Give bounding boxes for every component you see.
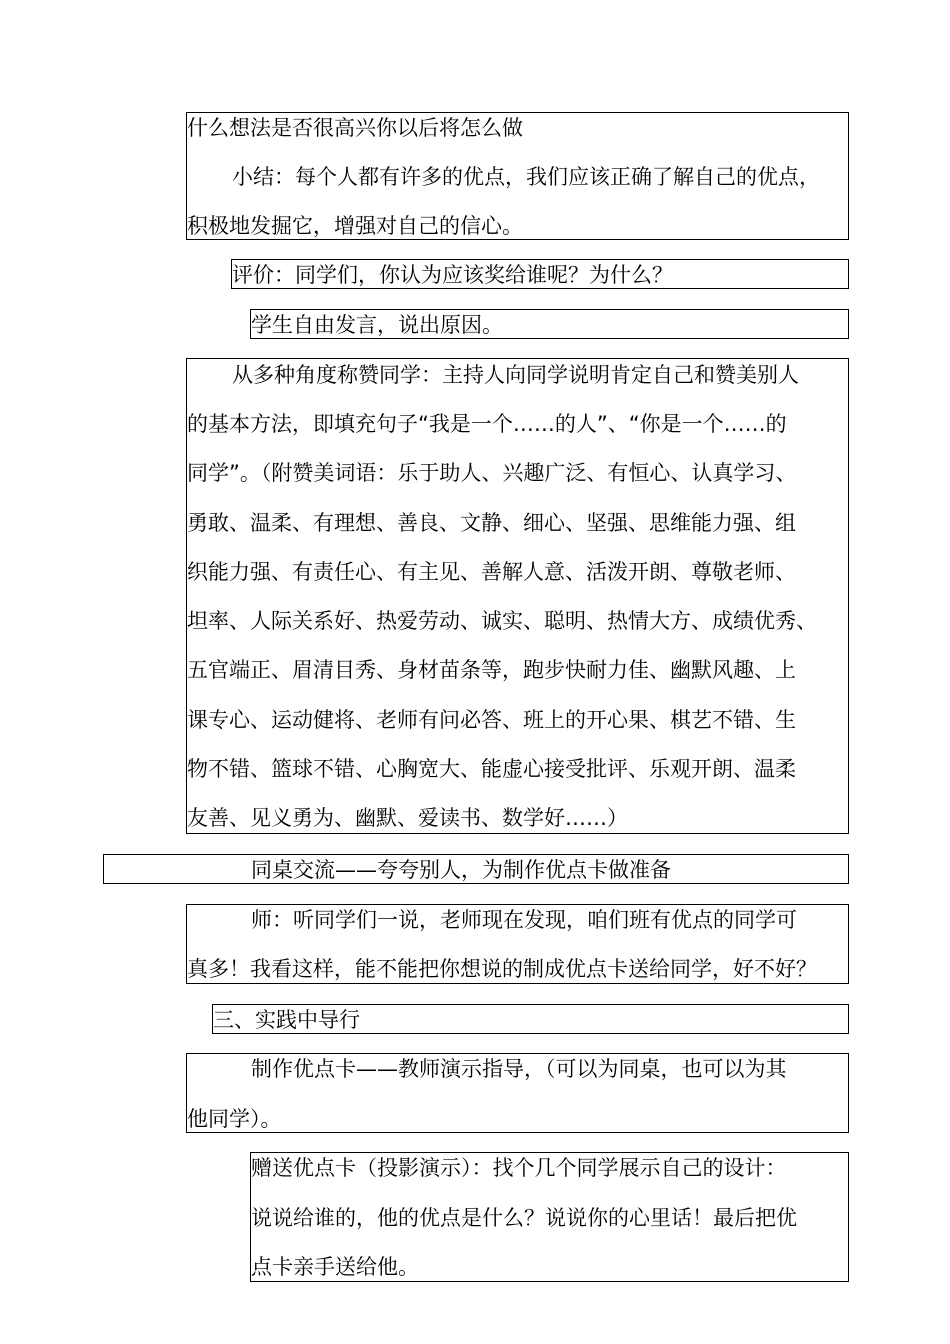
summary-line-1: 什么想法是否很高兴你以后将怎么做 [187,116,523,140]
make-card-line-2: 他同学）。 [187,1107,282,1131]
summary-line-2: 小结：每个人都有许多的优点，我们应该正确了解自己的优点， [232,165,820,189]
give-card-line-3: 点卡亲手送给他。 [251,1255,419,1279]
praise-line-6: 坦率、人际关系好、热爱劳动、诚实、聪明、热情大方、成绩优秀、 [187,609,817,633]
praise-line-10: 友善、见义勇为、幽默、爱读书、数学好……） [187,806,628,830]
praise-line-9: 物不错、篮球不错、心胸宽大、能虚心接受批评、乐观开朗、温柔 [187,757,796,781]
praise-line-5: 织能力强、有责任心、有主见、善解人意、活泼开朗、尊敬老师、 [187,560,796,584]
deskmate-exchange-line: 同桌交流——夸夸别人，为制作优点卡做准备 [251,858,671,882]
make-card-line-1: 制作优点卡——教师演示指导，（可以为同桌，也可以为其 [251,1057,787,1081]
praise-line-1: 从多种角度称赞同学：主持人向同学说明肯定自己和赞美别人 [232,363,799,387]
give-card-line-1: 赠送优点卡（投影演示）：找个几个同学展示自己的设计： [251,1156,787,1180]
praise-line-3: 同学”。（附赞美词语：乐于助人、兴趣广泛、有恒心、认真学习、 [187,461,797,485]
section-heading: 三、实践中导行 [213,1008,360,1032]
summary-line-3: 积极地发掘它，增强对自己的信心。 [187,214,523,238]
praise-line-2: 的基本方法，即填充句子“我是一个……的人”、“你是一个……的 [187,412,787,436]
teacher-line-1: 师：听同学们一说，老师现在发现，咱们班有优点的同学可 [251,908,797,932]
praise-line-7: 五官端正、眉清目秀、身材苗条等，跑步快耐力佳、幽默风趣、上 [187,658,796,682]
evaluation-line: 评价：同学们，你认为应该奖给谁呢？为什么？ [232,263,673,287]
praise-line-4: 勇敢、温柔、有理想、善良、文静、细心、坚强、思维能力强、组 [187,511,796,535]
student-speech-line: 学生自由发言，说出原因。 [251,313,503,337]
praise-line-8: 课专心、运动健将、老师有问必答、班上的开心果、棋艺不错、生 [187,708,796,732]
teacher-line-2: 真多！我看这样，能不能把你想说的制成优点卡送给同学，好不好？ [187,957,817,981]
give-card-line-2: 说说给谁的，他的优点是什么？说说你的心里话！最后把优 [251,1206,797,1230]
